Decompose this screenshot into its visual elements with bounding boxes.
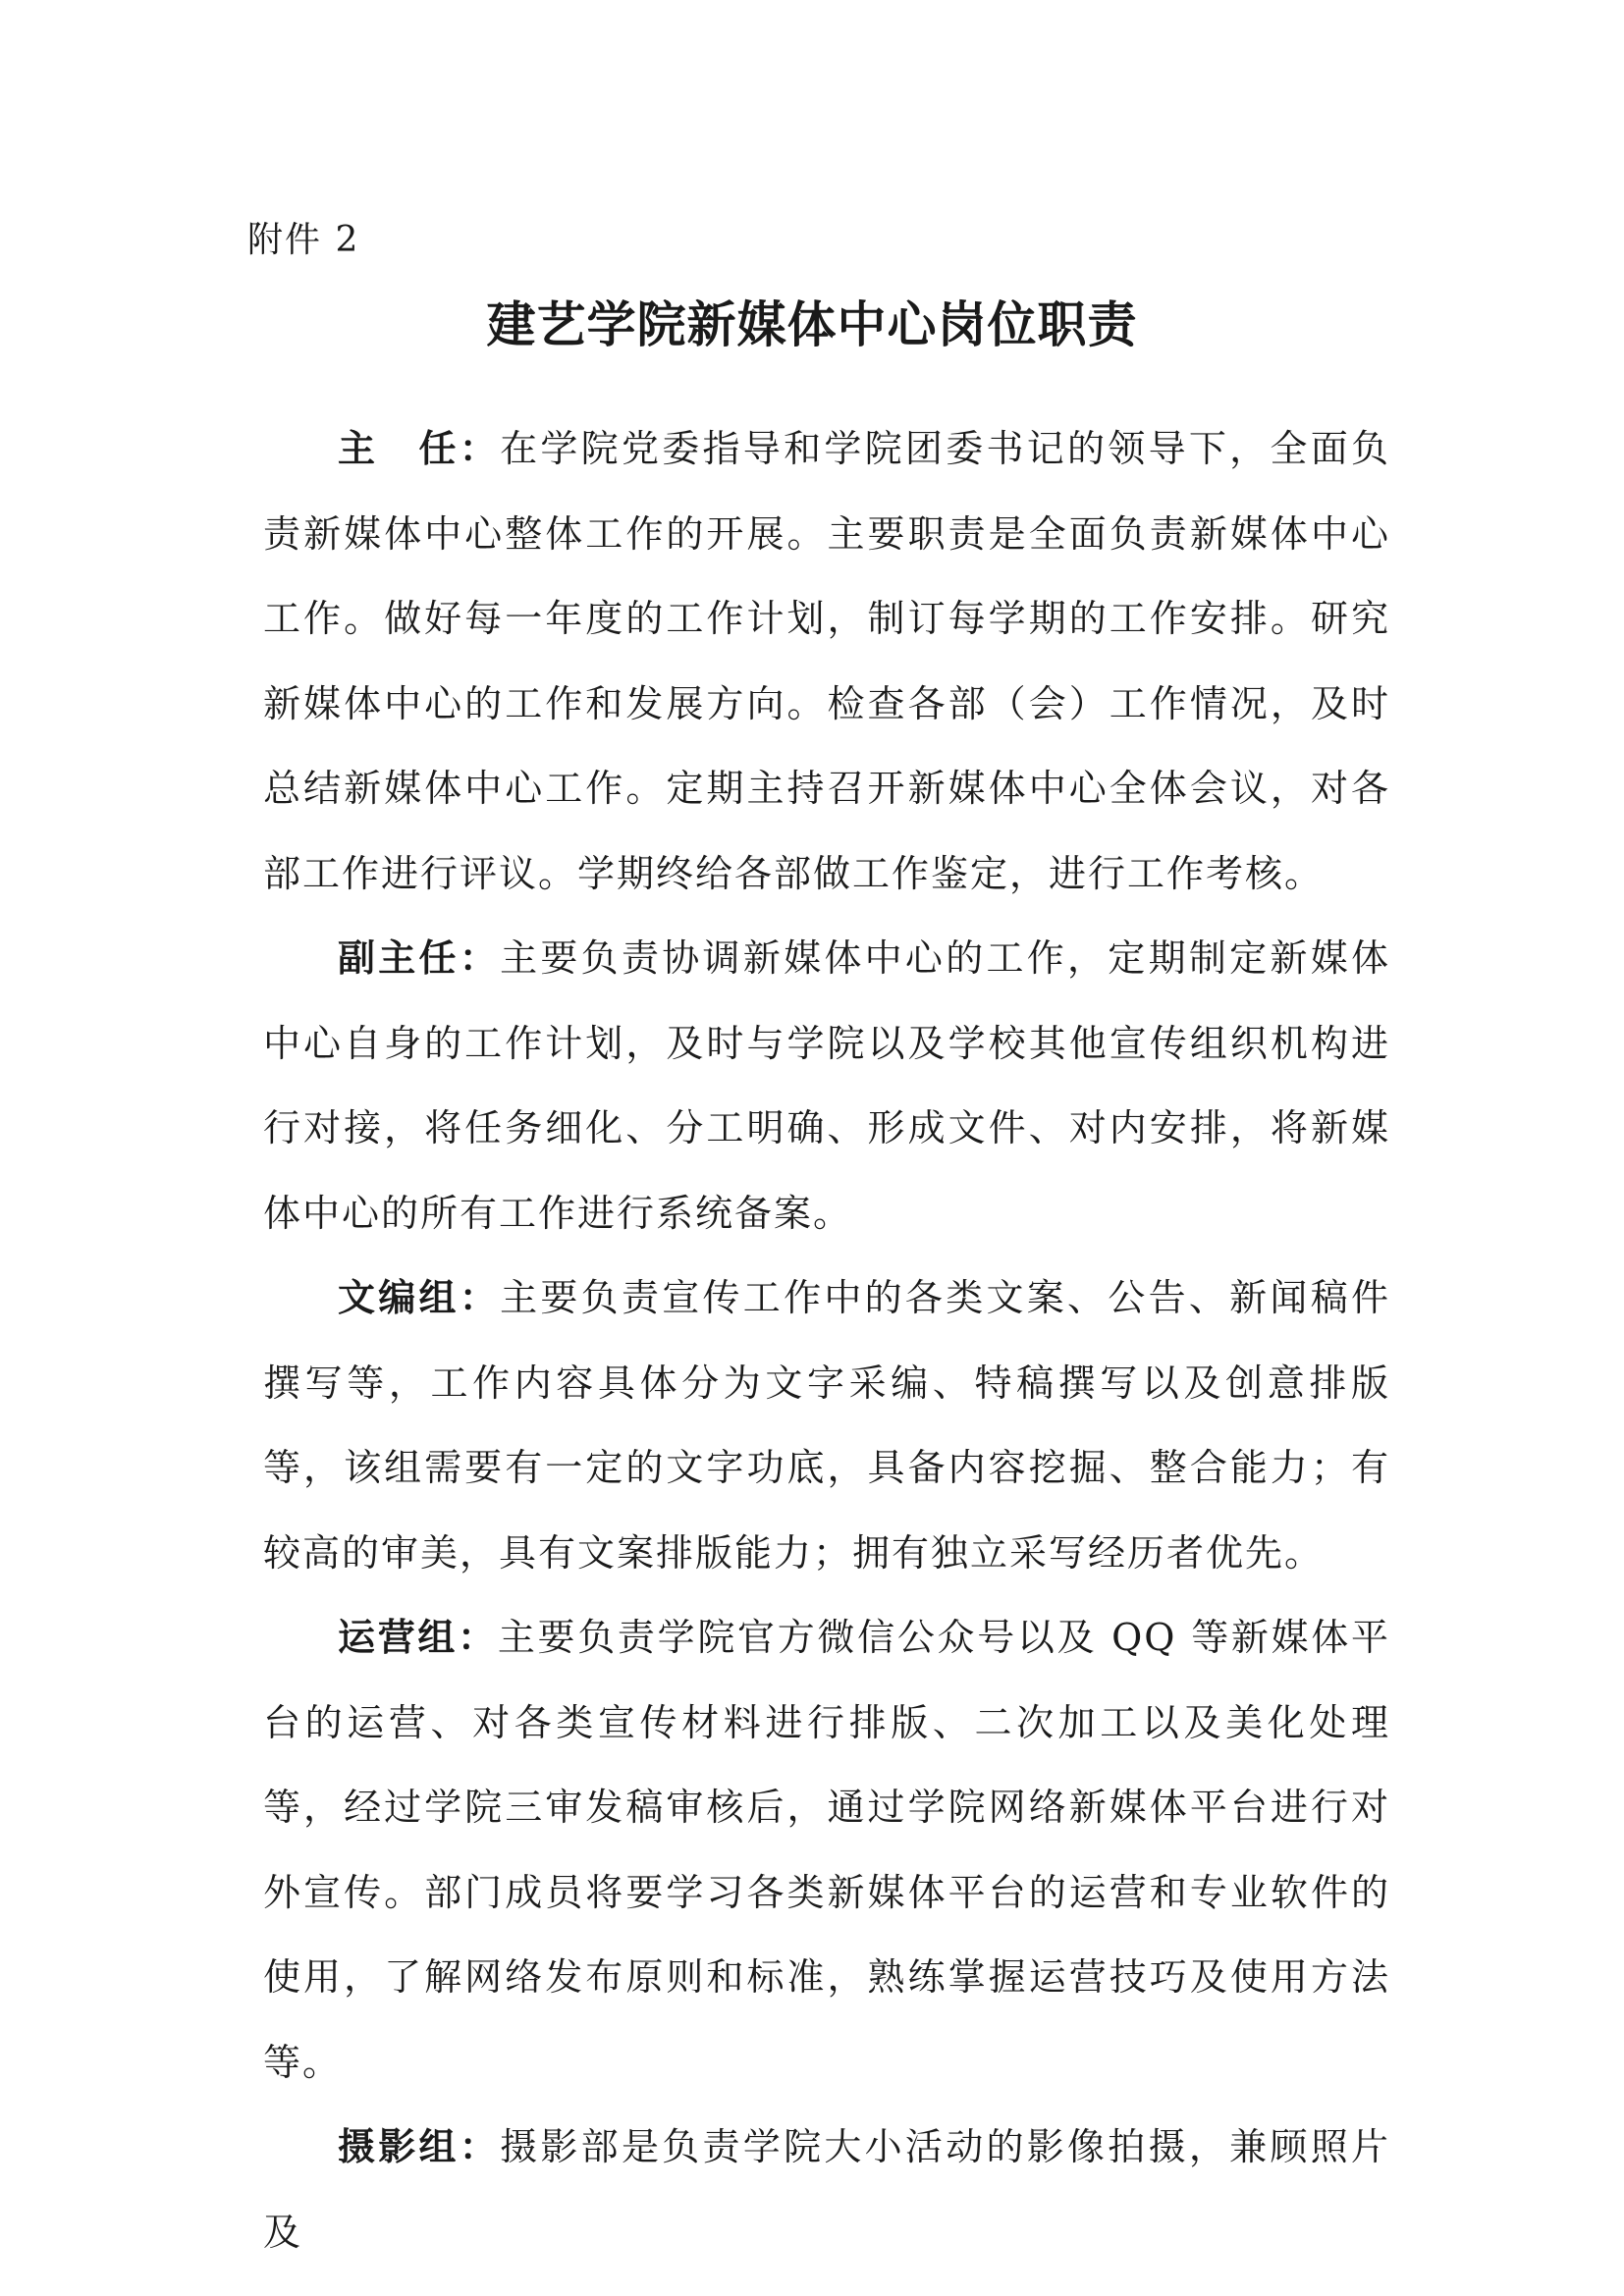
role-label-director: 主 任： [338,426,501,470]
document-title: 建艺学院新媒体中心岗位职责 [486,295,1138,353]
paragraph-director [263,406,1390,916]
role-description-deputy-director: 主要负责协调新媒体中心的工作，定期制定新媒体中心自身的工作计划，及时与学院以及学校其他宣传组织机构进行对接，将任务细化、分工明确、形成文件、对内安排，将新媒体中心的所有工作进行系统备案。 [263,936,1390,1235]
paragraph-operations-group [263,1595,1390,2105]
document-body [263,406,1390,2274]
paragraph-photography-group [263,2105,1390,2274]
role-description-operations-group: 主要负责学院官方微信公众号以及 QQ 等新媒体平台的运营、对各类宣传材料进行排版、二次加工以及美化处理等，经过学院三审发稿审核后，通过学院网络新媒体平台进行对外宣传。部门成员将要学习各类新媒体平台的运营和专业软件的使用，了解网络发布原则和标准，熟练掌握运营技巧及使用方法等。 [263,1616,1390,2084]
role-description-editorial-group: 主要负责宣传工作中的各类文案、公告、新闻稿件撰写等，工作内容具体分为文字采编、特稿撰写以及创意排版等，该组需要有一定的文字功底，具备内容挖掘、整合能力；有较高的审美，具有文案排版能力；拥有独立采写经历者优先。 [263,1276,1390,1575]
role-label-operations-group: 运营组： [338,1615,498,1659]
role-description-photography-group: 摄影部是负责学院大小活动的影像拍摄，兼顾照片及 [263,2125,1390,2254]
paragraph-editorial-group [263,1255,1390,1595]
role-label-photography-group: 摄影组： [338,2124,501,2168]
role-label-deputy-director: 副主任： [338,935,501,980]
role-description-director: 在学院党委指导和学院团委书记的领导下，全面负责新媒体中心整体工作的开展。主要职责是全面负责新媒体中心工作。做好每一年度的工作计划，制订每学期的工作安排。研究新媒体中心的工作和发展方向。检查各部（会）工作情况，及时总结新媒体中心工作。定期主持召开新媒体中心全体会议，对各部工作进行评议。学期终给各部做工作鉴定，进行工作考核。 [263,427,1390,895]
paragraph-deputy-director [263,916,1390,1255]
attachment-label: 附件 2 [247,220,360,260]
role-label-editorial-group: 文编组： [338,1275,501,1319]
